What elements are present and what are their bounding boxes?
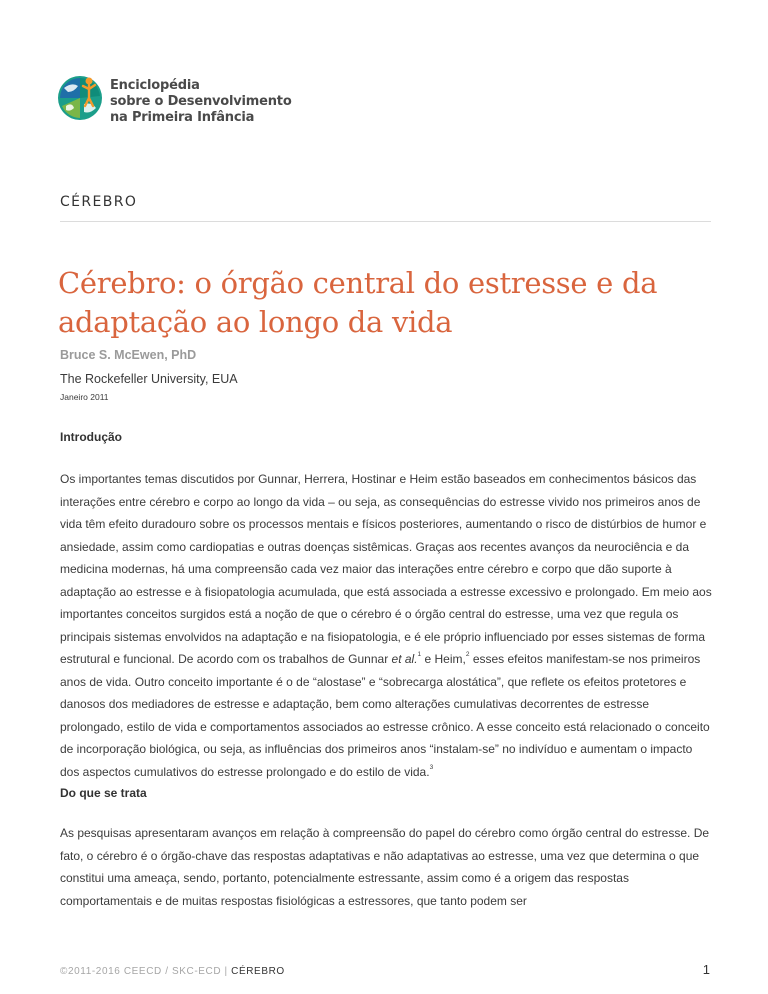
footer-copyright: ©2011-2016 CEECD / SKC-ECD | bbox=[60, 966, 232, 977]
intro-text-a: Os importantes temas discutidos por Gunnar, Herrera, Hostinar e Heim estão baseados em conhecimentos básicos das interações entre cérebro e corpo ao longo da vida – ou seja, as consequências do estresse vivido nos primeiros anos de vida têm efeito duradouro sobre os processos mentais e físicos posteriores, aumentando o risco de distúrbios de humor e ansiedade, assim como cardiopatias e outras doenças sistêmicas. Graças aos recentes avanços da neurociência e da medicina modernas, há uma compreensão cada vez maior das interações entre cérebro e corpo que dão suporte à adaptação ao estresse e à fisiopatologia acumulada, que está associada a estresse excessivo e prolongado. Em meio aos importantes conceitos surgidos está a noção de que o cérebro é o órgão central do estresse, uma vez que regula os principais sistemas envolvidos na adaptação e na fisiopatologia, e é ele próprio influenciado por esses sistemas de forma estrutural e funcional. De acordo com os trabalhos de Gunnar bbox=[60, 472, 712, 666]
intro-text-c: esses efeitos manifestam-se nos primeiros anos de vida. Outro conceito importante é o de “alostase” e “sobrecarga alostática”, que reflete os efeitos protetores e danosos dos mediadores de estresse e adaptação, bem como alterações cumulativas decorrentes de estresse prolongado, estilo de vida e comportamentos associados ao estresse crônico. A esse conceito está relacionado o conceito de incorporação biológica, ou seja, as influências dos primeiros anos “instalam-se” no indivíduo e aumentam o impacto dos aspectos cumulativos do estresse prolongado e do estilo de vida. bbox=[60, 652, 710, 779]
logo-line-1: Enciclopédia bbox=[110, 78, 200, 93]
page-footer bbox=[60, 966, 285, 977]
article-title: Cérebro: o órgão central do estresse e da adaptação ao longo da vida bbox=[58, 266, 658, 339]
logo-line-2: sobre o Desenvolvimento bbox=[110, 94, 292, 109]
intro-text-b: e Heim, bbox=[421, 652, 466, 666]
section-label: CÉREBRO bbox=[60, 194, 138, 210]
footer-section: CÉREBRO bbox=[231, 966, 285, 977]
et-al: et al. bbox=[391, 652, 418, 666]
publication-date: Janeiro 2011 bbox=[60, 392, 109, 402]
reference-2: 2 bbox=[465, 651, 470, 658]
logo-line-3: na Primeira Infância bbox=[110, 110, 255, 125]
subject-heading: Do que se trata bbox=[60, 786, 147, 800]
intro-heading: Introdução bbox=[60, 430, 122, 444]
reference-1: 1 bbox=[417, 651, 422, 658]
encyclopedia-logo bbox=[56, 72, 296, 128]
page-number: 1 bbox=[702, 962, 710, 977]
globe-child-logo-icon bbox=[56, 72, 104, 124]
section-divider bbox=[60, 221, 711, 222]
article-author: Bruce S. McEwen, PhD bbox=[60, 348, 197, 362]
reference-3: 3 bbox=[429, 763, 434, 771]
intro-paragraph bbox=[60, 468, 712, 783]
author-affiliation: The Rockefeller University, EUA bbox=[60, 372, 238, 386]
subject-paragraph: As pesquisas apresentaram avanços em relação à compreensão do papel do cérebro como órgão central do estresse. De fato, o cérebro é o órgão-chave das respostas adaptativas e não adaptativas ao estresse, uma vez que determina o que constitui uma ameaça, sendo, portanto, potencialmente estressante, assim como é a origem das respostas comportamentais e de muitas respostas fisiológicas a estressores, que tanto podem ser bbox=[60, 826, 710, 908]
